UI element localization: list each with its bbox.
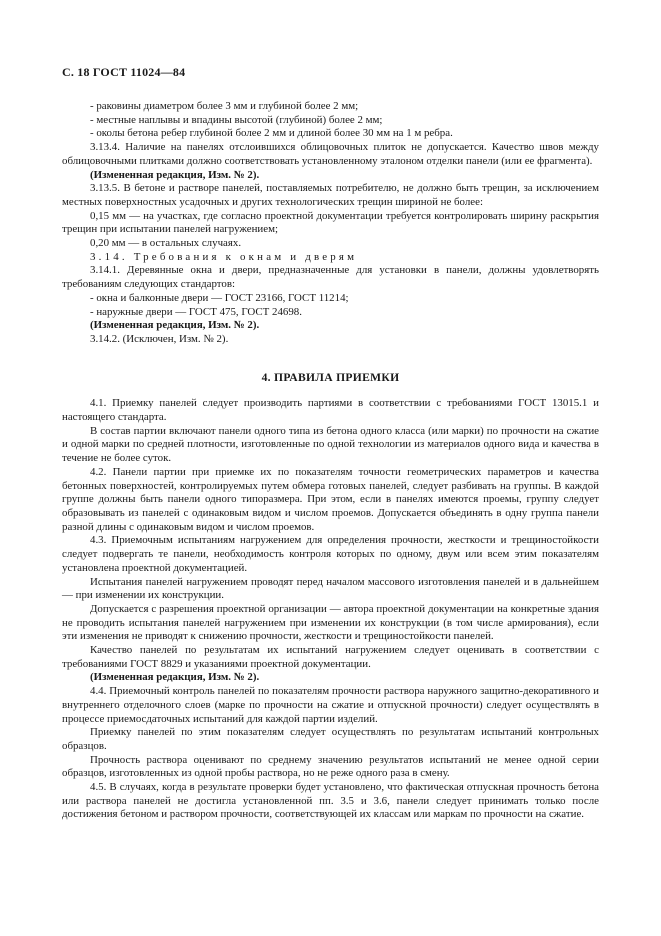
- paragraph: Испытания панелей нагружением проводят перед началом массового изготовления панелей и в дальнейшем — при изменении их конструкции.: [62, 575, 599, 602]
- list-item: - околы бетона ребер глубиной более 2 мм и длиной более 30 мм на 1 м ребра.: [90, 127, 453, 140]
- paragraph: Допускается с разрешения проектной организации — автора проектной документации на конкретные здания не проводить испытания панелей нагружением при изменении их конструкции (в том числе армирования), если эти изменения не приводят к снижению прочности, жесткости и трещиностойкости панелей.: [62, 602, 599, 643]
- paragraph: 4.3. Приемочным испытаниям нагружением для определения прочности, жесткости и трещиностойкости следует подвергать те панели, необходимость контроля которых по одному, двум или всем этим показателям установлена проектной документацией.: [62, 534, 599, 574]
- paragraph: 4.2. Панели партии при приемке их по показателям точности геометрических параметров и качества бетонных поверхностей, контролируемых путем обмера готовых панелей, следует разбивать на группы. В каждой группе должны быть панели одного типоразмера. При этом, если в панелях имеются проемы, группу следует образовывать из панелей с одинаковым видом и числом проемов. Допускается объединять в одну группа панели разной длины с одинаковым видом и числом проемов.: [62, 465, 599, 533]
- subsection-heading: 3.14. Требования к окнам и дверям: [90, 250, 358, 263]
- paragraph: 0,20 мм — в остальных случаях.: [90, 237, 242, 250]
- paragraph: 4.1. Приемку панелей следует производить партиями в соответствии с требованиями ГОСТ 13015.1 и настоящего стандарта.: [62, 397, 599, 424]
- paragraph: 4.5. В случаях, когда в результате проверки будет установлено, что фактическая отпускная прочность бетона или раствора панелей не достигла установленной пп. 3.5 и 3.6, панели следует принимать только после достижения бетоном и раствором прочности, соответствующей их классам или маркам по прочности на сжатие.: [62, 781, 599, 821]
- paragraph: 3.14.2. (Исключен, Изм. № 2).: [90, 332, 229, 345]
- section-heading: 4. ПРАВИЛА ПРИЕМКИ: [261, 370, 400, 384]
- amendment-note: (Измененная редакция, Изм. № 2).: [90, 168, 260, 181]
- paragraph: 3.13.5. В бетоне и растворе панелей, поставляемых потребителю, не должно быть трещин, за исключением местных поверхностных усадочных и других технологических трещин шириной не более:: [62, 182, 599, 208]
- amendment-note: (Измененная редакция, Изм. № 2).: [90, 319, 260, 332]
- list-item: - местные наплывы и впадины высотой (глубиной) более 2 мм;: [90, 113, 383, 126]
- paragraph: 0,15 мм — на участках, где согласно проектной документации требуется контролировать ширину раскрытия трещин при испытании панелей нагружением;: [62, 209, 599, 236]
- list-item: - наружные двери — ГОСТ 475, ГОСТ 24698.: [90, 305, 302, 318]
- paragraph: Качество панелей по результатам их испытаний нагружением следует оценивать в соответствии с требованиями ГОСТ 8829 и указаниями проектной документации.: [62, 644, 599, 670]
- paragraph: 3.14.1. Деревянные окна и двери, предназначенные для установки в панели, должны удовлетворять требованиям следующих стандартов:: [62, 264, 599, 291]
- paragraph: 4.4. Приемочный контроль панелей по показателям прочности раствора наружного защитно-декоративного и внутреннего отделочного слоев (марке по прочности на сжатие и отпускной прочности) следует осуществлять в процессе приемосдаточных испытаний для каждой партии изделий.: [62, 685, 599, 725]
- list-item: - раковины диаметром более 3 мм и глубиной более 2 мм;: [90, 100, 359, 112]
- paragraph: 3.13.4. Наличие на панелях отслоившихся облицовочных плиток не допускается. Качество швов между облицовочными плитками должно соответствовать установленному эталоном отделки панели (или ее фрагмента).: [62, 141, 599, 167]
- paragraph: Прочность раствора оценивают по среднему значению результатов испытаний не менее одной серии образцов, изготовленных из одной пробы раствора, но не реже одного раза в смену.: [62, 753, 599, 780]
- paragraph: В состав партии включают панели одного типа из бетона одного класса (или марки) по прочности на сжатие и одной марки по средней плотности, изготовленные по одной технологии из материалов одного вида и качества в течение не более суток.: [62, 424, 599, 465]
- document-body: [62, 100, 599, 822]
- amendment-note: (Измененная редакция, Изм. № 2).: [90, 671, 260, 684]
- list-item: - окна и балконные двери — ГОСТ 23166, ГОСТ 11214;: [90, 291, 349, 304]
- page-header: С. 18 ГОСТ 11024—84: [62, 65, 186, 79]
- paragraph: Приемку панелей по этим показателям следует осуществлять по результатам испытаний контрольных образцов.: [62, 726, 599, 752]
